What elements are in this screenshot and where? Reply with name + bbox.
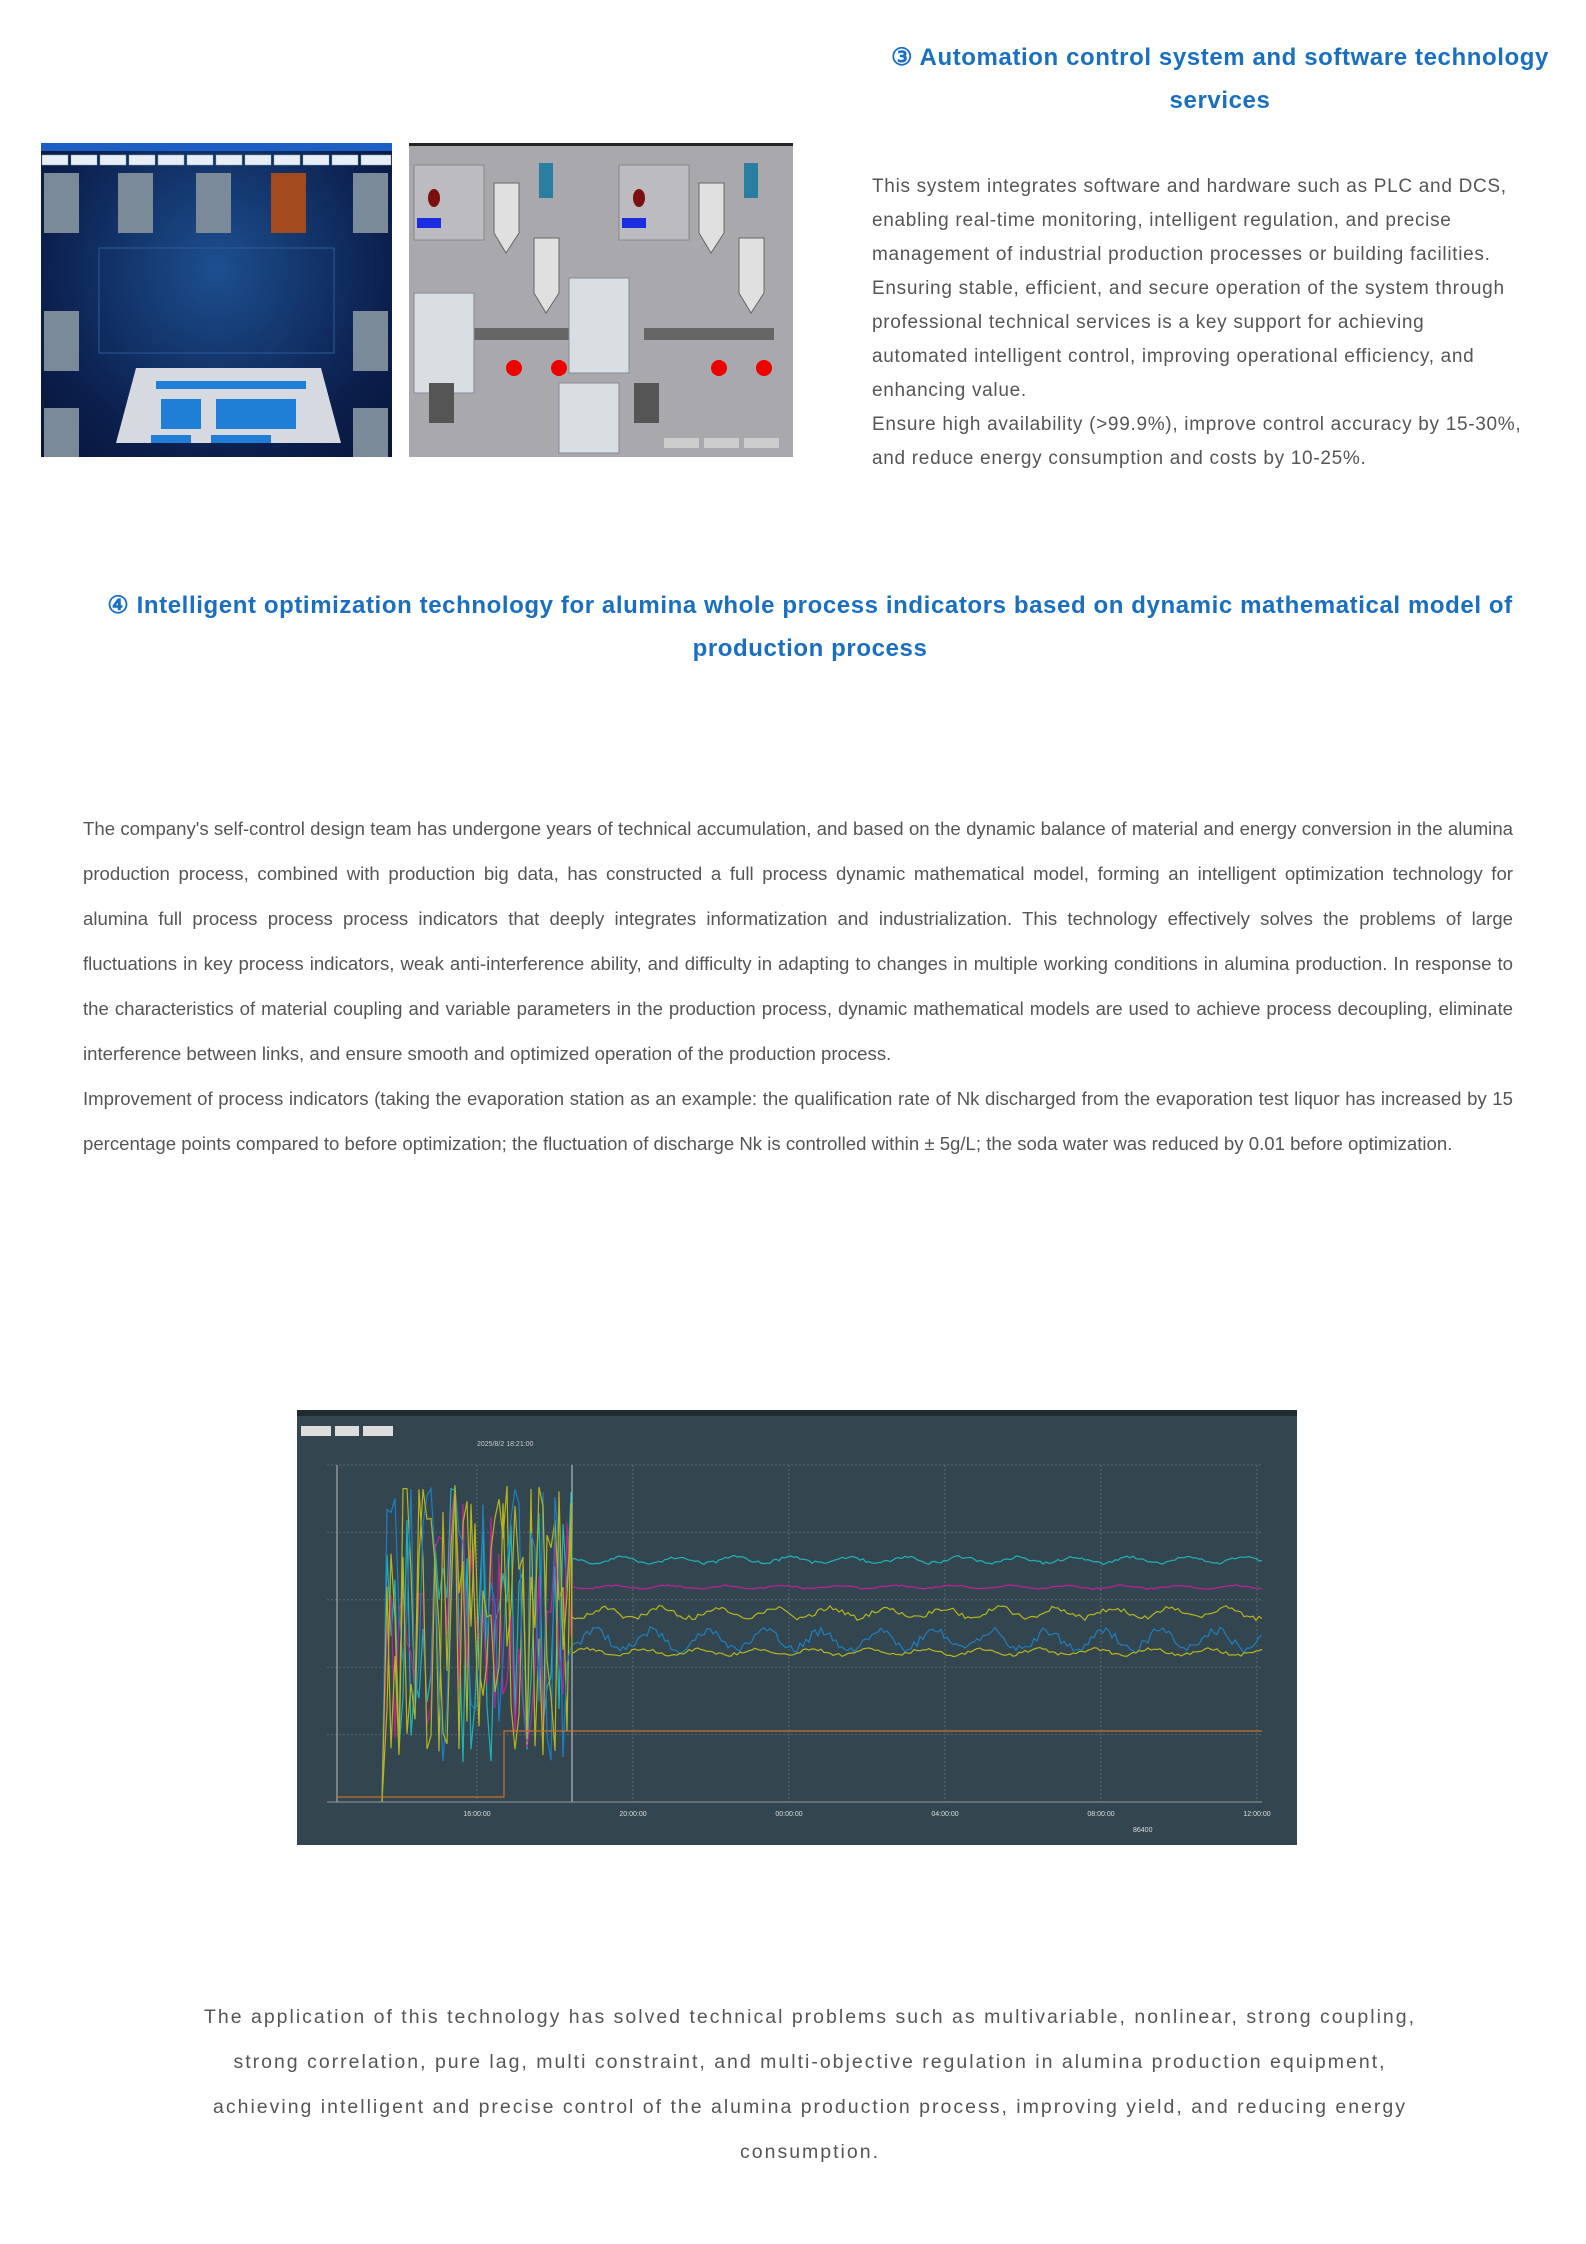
x-tick-label: 04:00:00 [931, 1811, 959, 1818]
section-3-body [872, 170, 1522, 476]
section-3-paragraph: This system integrates software and hardware such as PLC and DCS, enabling real-time monitoring, intelligent regulation, and precise management of industrial production processes or building facilities. Ensuring stable, efficient, and secure operation of the system through professional technical services is a key support for achieving automated intelligent control, improving operational efficiency, and enhancing value. [872, 176, 1507, 401]
scada-overview-screenshot [41, 143, 392, 457]
span-value: 86400 [1133, 1827, 1153, 1834]
section-4-title: ④ Intelligent optimization technology for alumina whole process indicators based on dynamic mathematical model of production process [107, 592, 1513, 662]
closing-paragraph: The application of this technology has solved technical problems such as multivariable, nonlinear, strong coupling, strong correlation, pure lag, multi constraint, and multi-objective regulation in alumina production equipment, achieving intelligent and precise control of the alumina production process, improving yield, and reducing energy consumption. [203, 2006, 1417, 2163]
trend-chart [297, 1410, 1297, 1845]
section-3-paragraph: Ensure high availability (>99.9%), improve control accuracy by 15-30%, and reduce energy consumption and costs by 10-25%. [872, 414, 1522, 469]
hmi-process-graphic [409, 143, 793, 457]
trend-step-line [337, 1731, 1262, 1797]
toolbar-button[interactable] [301, 1426, 331, 1436]
section-3-title: ③ Automation control system and software technology services [891, 44, 1549, 114]
hmi-process-screenshot [409, 143, 793, 457]
section-4-body [83, 806, 1513, 1166]
section-4-paragraph: The company's self-control design team has undergone years of technical accumulation, and based on the dynamic balance of material and energy conversion in the alumina production process, combined with production big data, has constructed a full process dynamic mathematical model, forming an intelligent optimization technology for alumina full process process process indicators that deeply integrates informatization and industrialization. This technology effectively solves the problems of large fluctuations in key process indicators, weak anti-interference ability, and difficulty in adapting to changes in multiple working conditions in alumina production. In response to the characteristics of material coupling and variable parameters in the production process, dynamic mathematical models are used to achieve process decoupling, eliminate interference between links, and ensure smooth and optimized operation of the production process. [83, 818, 1513, 1064]
trend-chart-screenshot [297, 1410, 1297, 1845]
toolbar-button[interactable] [363, 1426, 393, 1436]
toolbar-button[interactable] [335, 1426, 359, 1436]
x-tick-label: 00:00:00 [775, 1811, 803, 1818]
x-tick-label: 20:00:00 [619, 1811, 647, 1818]
x-tick-label: 16:00:00 [463, 1811, 491, 1818]
x-tick-label: 12:00:00 [1243, 1811, 1271, 1818]
cursor-time-label: 2025/8/2 18:21:00 [477, 1441, 534, 1448]
x-tick-label: 08:00:00 [1087, 1811, 1115, 1818]
scada-overview-graphic [41, 143, 392, 457]
section-4-paragraph: Improvement of process indicators (taking the evaporation station as an example: the qualification rate of Nk discharged from the evaporation test liquor has increased by 15 percentage points compared to before optimization; the fluctuation of discharge Nk is controlled within ± 5g/L; the soda water was reduced by 0.01 before optimization. [83, 1088, 1513, 1154]
